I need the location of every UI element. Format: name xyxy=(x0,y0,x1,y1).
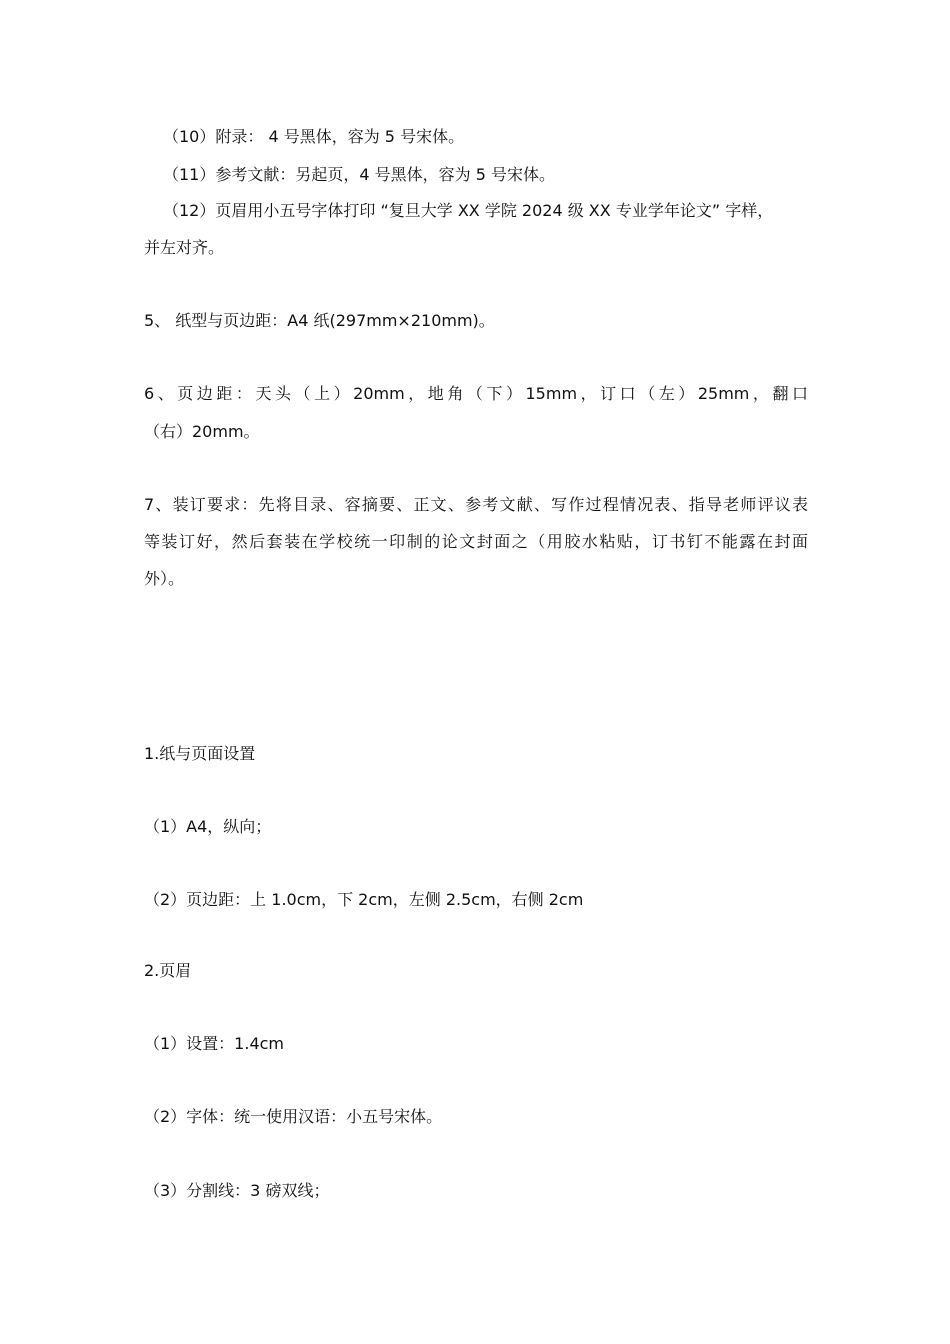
divider-line: （3）分割线：3 磅双线； xyxy=(144,1181,330,1200)
paper-type-line: 5、 纸型与页边距：A4 纸(297mm×210mm)。 xyxy=(144,311,495,330)
references-line: （11）参考文献：另起页，4 号黑体，容为 5 号宋体。 xyxy=(163,165,555,184)
header-font-line: （2）字体：统一使用汉语：小五号宋体。 xyxy=(144,1107,443,1126)
header-print-line-cont: 并左对齐。 xyxy=(144,238,225,257)
binding-line-2: 等装订好，然后套装在学校统一印制的论文封面之（用胶水粘贴，订书钉不能露在封面 xyxy=(144,532,808,551)
section-header: 2.页眉 xyxy=(144,961,192,980)
section-paper-setup: 1.纸与页面设置 xyxy=(144,744,256,763)
binding-line-1: 7、装订要求：先将目录、容摘要、正文、参考文献、写作过程情况表、指导老师评议表 xyxy=(144,495,808,514)
margins-line-cont: （右）20mm。 xyxy=(144,422,260,441)
binding-line-3: 外）。 xyxy=(144,569,185,588)
header-print-line: （12）页眉用小五号字体打印 “复旦大学 XX 学院 2024 级 XX 专业学年论文” 字样， xyxy=(163,201,774,220)
margins-line: 6、页边距：天头（上）20mm，地角（下）15mm，订口（左）25mm，翻口 xyxy=(144,384,808,403)
page-margins-line: （2）页边距：上 1.0cm，下 2cm，左侧 2.5cm，右侧 2cm xyxy=(144,890,584,909)
header-setting-line: （1）设置：1.4cm xyxy=(144,1034,285,1053)
appendix-line: （10）附录： 4 号黑体，容为 5 号宋体。 xyxy=(163,127,465,146)
paper-a4-line: （1）A4，纵向； xyxy=(144,817,272,836)
